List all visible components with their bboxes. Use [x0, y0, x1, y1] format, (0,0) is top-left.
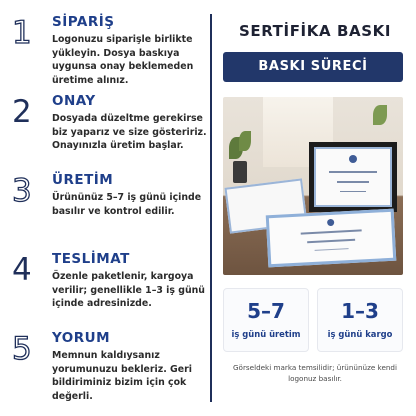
stats-row	[223, 288, 403, 352]
shipping-days-value: 1–3	[341, 299, 379, 323]
plant-leaf	[239, 131, 251, 151]
production-time-card	[223, 288, 309, 352]
step-approval	[12, 93, 207, 172]
step-title: ONAY	[52, 93, 96, 109]
page-title: SERTİFİKA BASKI	[238, 22, 392, 40]
step-number: 4	[12, 252, 32, 288]
step-delivery	[12, 251, 205, 330]
shipping-time-card	[317, 288, 403, 352]
footnote: Görseldeki marka temsilidir; ürününüze kendi logonuz basılır.	[232, 363, 397, 383]
pen-holder	[233, 161, 247, 183]
step-description: Ürününüz 5–7 iş günü içinde basılır ve kontrol edilir.	[52, 192, 202, 217]
step-number: 5	[12, 331, 32, 367]
step-production	[12, 172, 202, 251]
shipping-days-label: iş günü kargo	[327, 329, 393, 339]
step-review	[12, 330, 202, 409]
step-title: SİPARİŞ	[52, 14, 115, 30]
process-steps	[12, 14, 207, 409]
product-photo	[223, 97, 403, 275]
step-number: 1	[12, 15, 32, 51]
step-description: Memnun kaldıysanız yorumunuzu bekleriz. Geri bildiriminiz bizim için çok değerli.	[52, 350, 192, 402]
certificate-print	[266, 209, 397, 268]
step-number: 2	[12, 94, 32, 130]
process-banner: BASKI SÜRECİ	[223, 52, 403, 82]
step-description: Dosyada düzeltme gerekirse biz yaparız ve size gösteririz. Onayınızla üretim başlar.	[52, 113, 207, 151]
production-days-value: 5–7	[247, 299, 285, 323]
step-title: ÜRETİM	[52, 172, 114, 188]
step-title: YORUM	[52, 330, 111, 346]
step-title: TESLİMAT	[52, 251, 130, 267]
step-description: Logonuzu siparişle birlikte yükleyin. Dosya baskıya uygunsa onay beklemeden üretime alınız.	[52, 34, 194, 86]
right-panel	[220, 0, 410, 416]
step-number: 3	[12, 173, 32, 209]
step-description: Özenle paketlenir, kargoya verilir; genellikle 1–3 iş günü içinde adresinizde.	[52, 271, 205, 309]
framed-certificate	[309, 142, 397, 212]
plant-leaf	[373, 105, 387, 125]
step-order	[12, 14, 202, 93]
production-days-label: iş günü üretim	[231, 329, 301, 339]
vertical-divider	[210, 14, 212, 402]
